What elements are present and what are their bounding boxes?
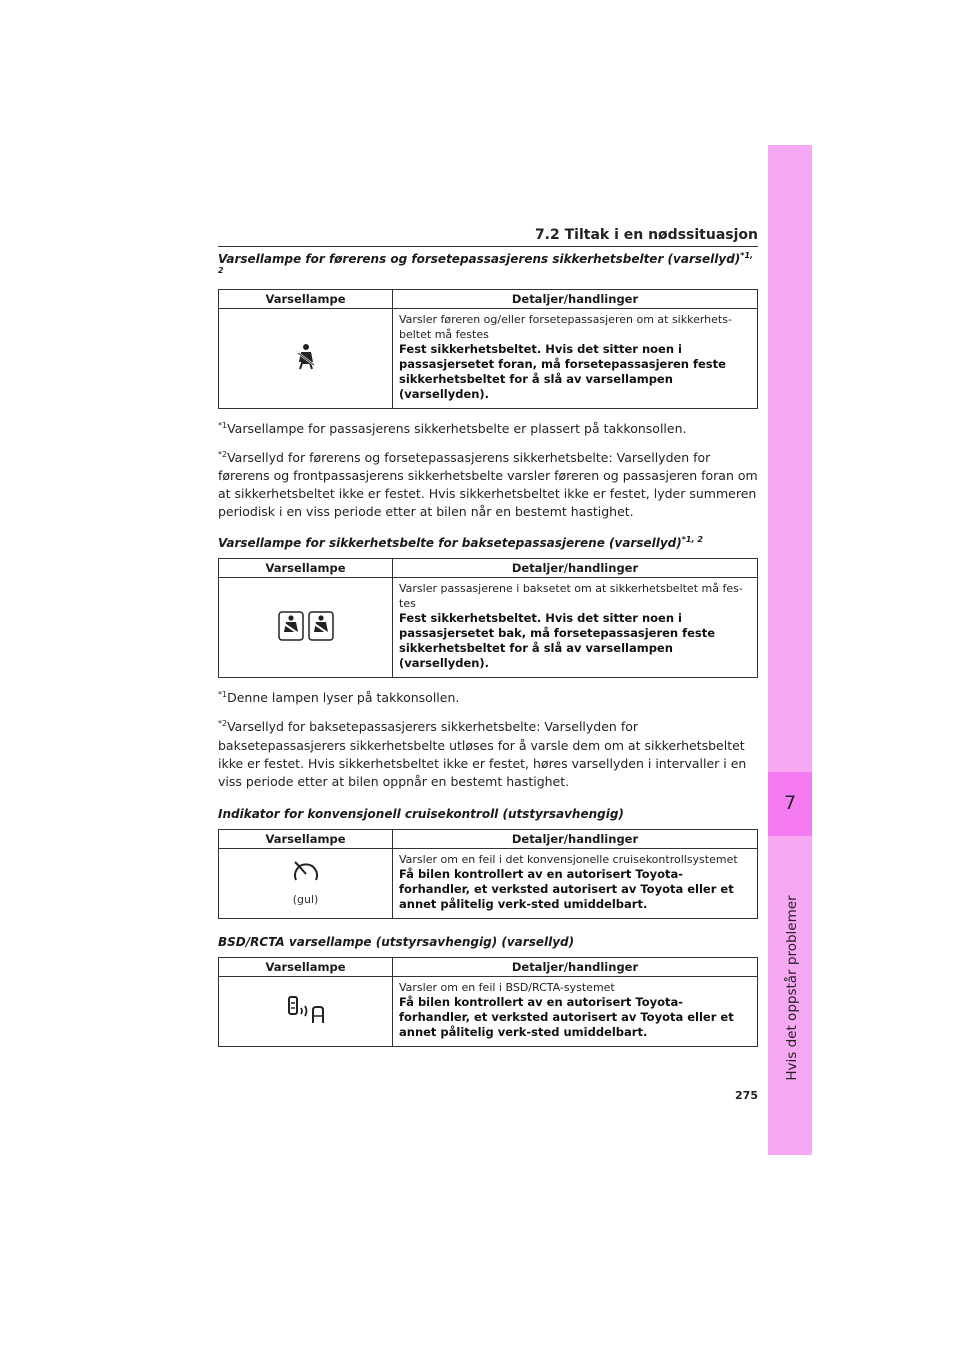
column-header-lamp: Varsellampe [219,957,393,976]
table-row [219,578,758,678]
column-header-lamp: Varsellampe [219,829,393,848]
footnote: $^{*2}$Varsellyd for baksetepassasjerers sikkerhetsbelte: Varsellyden for baksetepassasjerers sikkerhetsbelte utløses for å varsle dem om at sikkerhetsbeltet ikke er festet. Hvis sikkerhetsbeltet ikke er festet, høres varsellyden i intervaller i en viss periode etter at bilen oppnår en bestemt hastighet. [218,719,747,789]
bsd-rcta-warning-icon [286,995,326,1025]
page-content [218,251,758,1047]
column-header-lamp: Varsellampe [219,290,393,309]
column-header-details: Detaljer/handlinger [393,559,758,578]
lamp-description: Varsler om en feil i BSD/RCTA-systemet [399,980,615,994]
warning-table [218,558,758,678]
chapter-side-tab [768,145,812,1155]
table-row [219,976,758,1046]
column-header-lamp: Varsellampe [219,559,393,578]
lamp-description: Varsler passasjerene i baksetet om at sikkerhetsbeltet må fes-tes [399,582,743,611]
chapter-number: 7 [783,792,797,814]
footnote: $^{*2}$Varsellyd for førerens og forsetepassasjerens sikkerhetsbelte: Varsellyden for førerens og frontpassasjerens sikkerhetsbelte varsler føreren og passasjeren foran om at sikkerhetsbeltet ikke er festet. Hvis sikkerhetsbeltet ikke er festet, lyder summeren periodisk i en viss periode etter at bilen når en bestemt hastighet. [218,450,758,520]
warning-table [218,829,758,919]
lamp-action: Fest sikkerhetsbeltet. Hvis det sitter noen i passasjersetet foran, må forsetepassasjeren feste sikkerhetsbeltet for å slå av varsellampen (varsellyden). [399,342,726,401]
column-header-details: Detaljer/handlinger [393,829,758,848]
lamp-action: Få bilen kontrollert av en autorisert Toyota-forhandler, et verksted autorisert av Toyota eller et annet pålitelig verk-sted umiddelbart. [399,866,734,911]
section-heading: Indikator for konvensjonell cruisekontroll (utstyrsavhengig) [218,806,624,821]
lamp-description: Varsler føreren og/eller forsetepassasjeren om at sikkerhets-beltet må festes [399,313,732,341]
seatbelt-warning-icon [294,343,318,371]
footnote: $^{*1}$Varsellampe for passasjerens sikkerhetsbelte er plassert på takkonsollen. [218,421,687,437]
column-header-details: Detaljer/handlinger [393,957,758,976]
section-title: 7.2 Tiltak i en nødssituasjon [534,227,758,243]
warning-table [218,957,758,1047]
rear-seatbelt-warning-icon [278,611,334,641]
footnote: $^{*1}$Denne lampen lyser på takkonsollen. [218,690,460,706]
section-rear-seatbelt [218,535,758,790]
section-heading: BSD/RCTA varsellampe (utstyrsavhengig) (varsellyd) [218,934,575,949]
chapter-title: Hvis det oppstår problemer [784,895,800,1081]
table-row [219,309,758,409]
column-header-details: Detaljer/handlinger [393,290,758,309]
section-header [218,224,758,247]
section-front-seatbelt [218,251,758,521]
section-bsd-rcta [218,935,758,1047]
lamp-action: Fest sikkerhetsbeltet. Hvis det sitter noen i passasjersetet bak, må forsetepassasjeren feste sikkerhetsbeltet for å slå av varsellampen (varsellyden). [399,611,716,671]
section-heading: Varsellampe for sikkerhetsbelte for baksetepassasjerene (varsellyd)$^{*1, 2}$ [218,535,703,551]
cruise-control-icon [291,860,321,886]
page-number: 275 [735,1089,758,1102]
table-row [219,848,758,918]
warning-table [218,289,758,409]
section-cruise-control [218,807,758,919]
icon-caption: (gul) [292,893,319,907]
section-heading: Varsellampe for førerens og forsetepassasjerens sikkerhetsbelter (varsellyd)$^{*1, 2}$ [218,251,754,275]
lamp-action: Få bilen kontrollert av en autorisert Toyota-forhandler, et verksted autorisert av Toyota eller et annet pålitelig verk-sted umiddelbart. [399,994,734,1039]
lamp-description: Varsler om en feil i det konvensjonelle cruisekontrollsystemet [399,852,738,866]
